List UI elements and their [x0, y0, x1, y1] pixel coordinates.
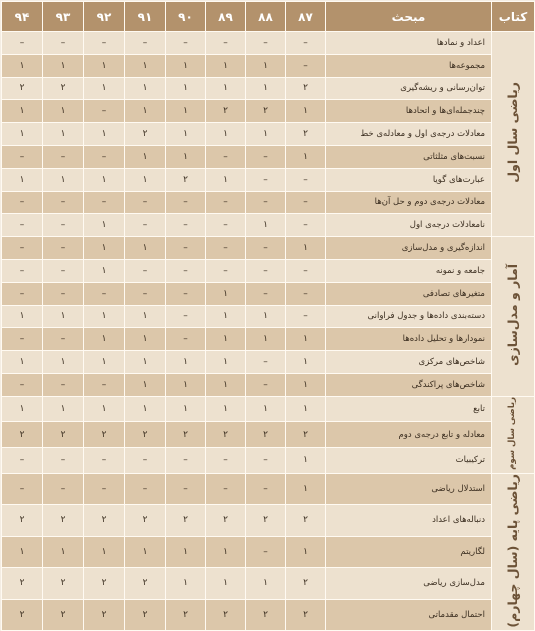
count-cell: – — [2, 259, 43, 282]
topic-cell: نسبت‌های مثلثاتی — [326, 145, 492, 168]
header-topic: مبحث — [326, 2, 492, 32]
count-cell: ۱ — [125, 396, 166, 422]
count-cell: ۲ — [2, 77, 43, 100]
count-cell: ۲ — [43, 505, 84, 537]
topic-cell: شاخص‌های پراکندگی — [326, 373, 492, 396]
count-cell: – — [246, 373, 286, 396]
count-cell: ۲ — [43, 568, 84, 600]
count-cell: ۱ — [125, 168, 166, 191]
count-cell: – — [84, 100, 125, 123]
book-cell — [492, 32, 535, 237]
count-cell: ۱ — [43, 536, 84, 568]
count-cell: ۲ — [84, 568, 125, 600]
count-cell: ۱ — [286, 447, 326, 473]
count-cell: ۱ — [166, 145, 206, 168]
count-cell: ۱ — [166, 536, 206, 568]
count-cell: ۱ — [84, 305, 125, 328]
count-cell: – — [246, 536, 286, 568]
count-cell: – — [84, 282, 125, 305]
topic-cell: مدل‌سازی ریاضی — [326, 568, 492, 600]
count-cell: – — [286, 214, 326, 237]
count-cell: ۱ — [286, 473, 326, 505]
count-cell: ۱ — [246, 123, 286, 146]
table-row — [2, 259, 535, 282]
count-cell: ۱ — [246, 396, 286, 422]
table-row — [2, 214, 535, 237]
count-cell: ۱ — [125, 536, 166, 568]
topic-cell: مجموعه‌ها — [326, 54, 492, 77]
count-cell: ۱ — [84, 328, 125, 351]
table-row — [2, 32, 535, 55]
count-cell: ۱ — [2, 305, 43, 328]
header-year: ۸۷ — [286, 2, 326, 32]
count-cell: – — [166, 473, 206, 505]
book-cell — [492, 237, 535, 397]
count-cell: – — [2, 282, 43, 305]
count-cell: – — [246, 473, 286, 505]
count-cell: – — [125, 473, 166, 505]
count-cell: – — [2, 237, 43, 260]
exam-topic-table-container — [1, 1, 534, 628]
count-cell: – — [43, 328, 84, 351]
count-cell: – — [166, 214, 206, 237]
count-cell: – — [2, 447, 43, 473]
count-cell: ۲ — [125, 505, 166, 537]
table-row — [2, 505, 535, 537]
count-cell: – — [246, 259, 286, 282]
count-cell: ۲ — [246, 422, 286, 448]
count-cell: ۱ — [166, 100, 206, 123]
count-cell: ۲ — [286, 599, 326, 631]
book-cell — [492, 396, 535, 473]
count-cell: ۱ — [206, 305, 246, 328]
book-cell — [492, 473, 535, 631]
count-cell: ۱ — [43, 54, 84, 77]
header-year: ۹۱ — [125, 2, 166, 32]
count-cell: ۲ — [2, 568, 43, 600]
count-cell: – — [43, 373, 84, 396]
count-cell: ۱ — [286, 396, 326, 422]
table-row — [2, 168, 535, 191]
table-row — [2, 305, 535, 328]
count-cell: ۱ — [206, 168, 246, 191]
topic-cell: معادلات درجه‌ی اول و معادله‌ی خط — [326, 123, 492, 146]
table-row — [2, 373, 535, 396]
count-cell: ۱ — [125, 305, 166, 328]
count-cell: ۱ — [43, 123, 84, 146]
count-cell: ۱ — [206, 123, 246, 146]
count-cell: – — [166, 305, 206, 328]
count-cell: – — [43, 237, 84, 260]
count-cell: ۱ — [166, 373, 206, 396]
count-cell: ۱ — [166, 123, 206, 146]
count-cell: ۱ — [84, 237, 125, 260]
count-cell: ۱ — [286, 237, 326, 260]
table-row — [2, 54, 535, 77]
count-cell: ۱ — [246, 77, 286, 100]
count-cell: ۲ — [125, 123, 166, 146]
count-cell: ۲ — [166, 422, 206, 448]
count-cell: ۱ — [125, 351, 166, 374]
header-year: ۹۰ — [166, 2, 206, 32]
count-cell: ۱ — [125, 77, 166, 100]
count-cell: – — [206, 237, 246, 260]
count-cell: ۱ — [286, 536, 326, 568]
count-cell: ۱ — [206, 351, 246, 374]
topic-cell: شاخص‌های مرکزی — [326, 351, 492, 374]
topic-cell: دنباله‌های اعداد — [326, 505, 492, 537]
table-body — [2, 32, 535, 631]
table-row — [2, 351, 535, 374]
count-cell: ۱ — [84, 351, 125, 374]
count-cell: ۱ — [2, 351, 43, 374]
count-cell: ۲ — [43, 599, 84, 631]
count-cell: – — [246, 32, 286, 55]
table-row — [2, 237, 535, 260]
table-row — [2, 328, 535, 351]
count-cell: – — [43, 473, 84, 505]
count-cell: ۱ — [2, 54, 43, 77]
count-cell: – — [286, 191, 326, 214]
topic-cell: دسته‌بندی داده‌ها و جدول فراوانی — [326, 305, 492, 328]
topic-cell: لگاریتم — [326, 536, 492, 568]
count-cell: – — [246, 351, 286, 374]
count-cell: ۲ — [84, 422, 125, 448]
count-cell: – — [166, 282, 206, 305]
count-cell: ۱ — [125, 145, 166, 168]
count-cell: – — [286, 305, 326, 328]
count-cell: ۱ — [84, 168, 125, 191]
count-cell: ۱ — [206, 536, 246, 568]
book-label: آمار و مدل‌سازی — [504, 264, 520, 366]
count-cell: ۲ — [286, 77, 326, 100]
count-cell: ۱ — [206, 54, 246, 77]
count-cell: – — [206, 259, 246, 282]
count-cell: ۱ — [206, 282, 246, 305]
count-cell: ۱ — [246, 305, 286, 328]
table-row — [2, 77, 535, 100]
count-cell: ۱ — [84, 396, 125, 422]
count-cell: ۱ — [125, 54, 166, 77]
count-cell: ۲ — [2, 599, 43, 631]
count-cell: – — [246, 191, 286, 214]
count-cell: ۲ — [43, 422, 84, 448]
count-cell: – — [246, 237, 286, 260]
count-cell: – — [286, 54, 326, 77]
table-row — [2, 145, 535, 168]
count-cell: – — [2, 32, 43, 55]
count-cell: ۱ — [206, 396, 246, 422]
count-cell: – — [2, 214, 43, 237]
count-cell: – — [84, 373, 125, 396]
count-cell: ۲ — [246, 505, 286, 537]
topic-cell: اندازه‌گیری و مدل‌سازی — [326, 237, 492, 260]
header-year: ۹۲ — [84, 2, 125, 32]
count-cell: ۱ — [43, 305, 84, 328]
count-cell: ۱ — [2, 396, 43, 422]
table-row — [2, 473, 535, 505]
count-cell: – — [43, 145, 84, 168]
count-cell: ۱ — [84, 123, 125, 146]
topic-cell: متغیرهای تصادفی — [326, 282, 492, 305]
count-cell: – — [166, 328, 206, 351]
count-cell: ۱ — [2, 100, 43, 123]
count-cell: – — [2, 145, 43, 168]
count-cell: – — [84, 473, 125, 505]
topic-cell: تابع — [326, 396, 492, 422]
count-cell: ۲ — [286, 505, 326, 537]
count-cell: – — [2, 473, 43, 505]
topic-cell: معادلات درجه‌ی دوم و حل آن‌ها — [326, 191, 492, 214]
count-cell: ۱ — [206, 328, 246, 351]
count-cell: ۱ — [2, 536, 43, 568]
topic-cell: معادله و تابع درجه‌ی دوم — [326, 422, 492, 448]
count-cell: ۱ — [84, 536, 125, 568]
count-cell: ۱ — [206, 77, 246, 100]
header-year: ۸۹ — [206, 2, 246, 32]
count-cell: ۱ — [125, 100, 166, 123]
count-cell: ۱ — [166, 77, 206, 100]
count-cell: – — [246, 168, 286, 191]
count-cell: ۲ — [125, 568, 166, 600]
count-cell: ۱ — [286, 100, 326, 123]
count-cell: – — [246, 447, 286, 473]
count-cell: ۱ — [246, 214, 286, 237]
count-cell: – — [2, 191, 43, 214]
count-cell: ۱ — [84, 259, 125, 282]
count-cell: ۱ — [286, 328, 326, 351]
count-cell: – — [125, 259, 166, 282]
count-cell: ۱ — [43, 396, 84, 422]
count-cell: ۲ — [166, 505, 206, 537]
count-cell: – — [84, 145, 125, 168]
topic-cell: نامعادلات درجه‌ی اول — [326, 214, 492, 237]
count-cell: – — [2, 328, 43, 351]
count-cell: – — [206, 214, 246, 237]
book-label: ریاضی سال اول — [504, 82, 520, 183]
count-cell: – — [166, 447, 206, 473]
table-row — [2, 100, 535, 123]
topic-cell: عبارت‌های گویا — [326, 168, 492, 191]
count-cell: ۲ — [206, 505, 246, 537]
count-cell: – — [206, 32, 246, 55]
table-row — [2, 447, 535, 473]
topic-cell: ترکیبیات — [326, 447, 492, 473]
count-cell: – — [43, 282, 84, 305]
table-row — [2, 282, 535, 305]
table-row — [2, 123, 535, 146]
count-cell: ۲ — [43, 77, 84, 100]
count-cell: – — [43, 259, 84, 282]
count-cell: – — [84, 447, 125, 473]
count-cell: – — [43, 32, 84, 55]
count-cell: ۱ — [286, 145, 326, 168]
table-row — [2, 568, 535, 600]
count-cell: – — [286, 32, 326, 55]
count-cell: – — [206, 473, 246, 505]
count-cell: – — [125, 214, 166, 237]
count-cell: ۲ — [206, 599, 246, 631]
count-cell: – — [84, 32, 125, 55]
count-cell: – — [166, 259, 206, 282]
count-cell: ۲ — [84, 599, 125, 631]
count-cell: – — [166, 191, 206, 214]
book-label: ریاضی پایه (سال چهارم) — [504, 473, 520, 628]
count-cell: ۱ — [2, 168, 43, 191]
count-cell: ۲ — [246, 599, 286, 631]
count-cell: – — [286, 168, 326, 191]
count-cell: ۱ — [166, 396, 206, 422]
count-cell: ۱ — [286, 373, 326, 396]
topic-cell: توان‌رسانی و ریشه‌گیری — [326, 77, 492, 100]
count-cell: ۲ — [2, 422, 43, 448]
count-cell: ۱ — [43, 351, 84, 374]
count-cell: ۱ — [84, 77, 125, 100]
count-cell: ۱ — [246, 328, 286, 351]
count-cell: – — [125, 447, 166, 473]
header-row — [2, 2, 535, 32]
count-cell: ۱ — [286, 351, 326, 374]
count-cell: – — [125, 32, 166, 55]
count-cell: – — [206, 447, 246, 473]
header-year: ۸۸ — [246, 2, 286, 32]
topic-cell: جامعه و نمونه — [326, 259, 492, 282]
count-cell: ۲ — [286, 123, 326, 146]
count-cell: – — [206, 191, 246, 214]
table-row — [2, 599, 535, 631]
count-cell: ۱ — [84, 214, 125, 237]
count-cell: ۲ — [2, 505, 43, 537]
count-cell: ۱ — [206, 373, 246, 396]
topic-cell: استدلال ریاضی — [326, 473, 492, 505]
count-cell: ۱ — [246, 54, 286, 77]
count-cell: ۲ — [286, 422, 326, 448]
count-cell: – — [166, 237, 206, 260]
count-cell: ۲ — [206, 422, 246, 448]
table-row — [2, 396, 535, 422]
count-cell: – — [286, 282, 326, 305]
count-cell: – — [125, 282, 166, 305]
count-cell: – — [43, 447, 84, 473]
count-cell: ۱ — [166, 54, 206, 77]
count-cell: – — [206, 145, 246, 168]
table-row — [2, 422, 535, 448]
count-cell: ۲ — [286, 568, 326, 600]
count-cell: ۱ — [246, 568, 286, 600]
count-cell: ۱ — [84, 54, 125, 77]
count-cell: ۲ — [206, 100, 246, 123]
count-cell: ۱ — [166, 568, 206, 600]
topic-cell: اعداد و نمادها — [326, 32, 492, 55]
count-cell: – — [125, 191, 166, 214]
count-cell: ۲ — [166, 168, 206, 191]
count-cell: ۱ — [206, 568, 246, 600]
header-book: کتاب — [492, 2, 535, 32]
count-cell: ۲ — [125, 422, 166, 448]
topic-cell: احتمال مقدماتی — [326, 599, 492, 631]
count-cell: ۱ — [125, 237, 166, 260]
count-cell: – — [2, 373, 43, 396]
topic-cell: نمودارها و تحلیل داده‌ها — [326, 328, 492, 351]
count-cell: – — [246, 145, 286, 168]
count-cell: – — [286, 259, 326, 282]
count-cell: ۲ — [166, 599, 206, 631]
count-cell: ۲ — [125, 599, 166, 631]
count-cell: ۲ — [246, 100, 286, 123]
count-cell: – — [43, 191, 84, 214]
count-cell: ۱ — [43, 100, 84, 123]
exam-topic-table — [1, 1, 535, 631]
count-cell: – — [84, 191, 125, 214]
table-row — [2, 536, 535, 568]
header-year: ۹۴ — [2, 2, 43, 32]
table-row — [2, 191, 535, 214]
count-cell: ۱ — [125, 328, 166, 351]
topic-cell: چندجمله‌ای‌ها و اتحادها — [326, 100, 492, 123]
count-cell: ۱ — [43, 168, 84, 191]
count-cell: ۱ — [125, 373, 166, 396]
count-cell: ۱ — [166, 351, 206, 374]
count-cell: ۱ — [2, 123, 43, 146]
count-cell: ۲ — [84, 505, 125, 537]
header-year: ۹۳ — [43, 2, 84, 32]
count-cell: – — [246, 282, 286, 305]
book-label: ریاضی سال سوم — [507, 396, 518, 470]
count-cell: – — [166, 32, 206, 55]
count-cell: – — [43, 214, 84, 237]
